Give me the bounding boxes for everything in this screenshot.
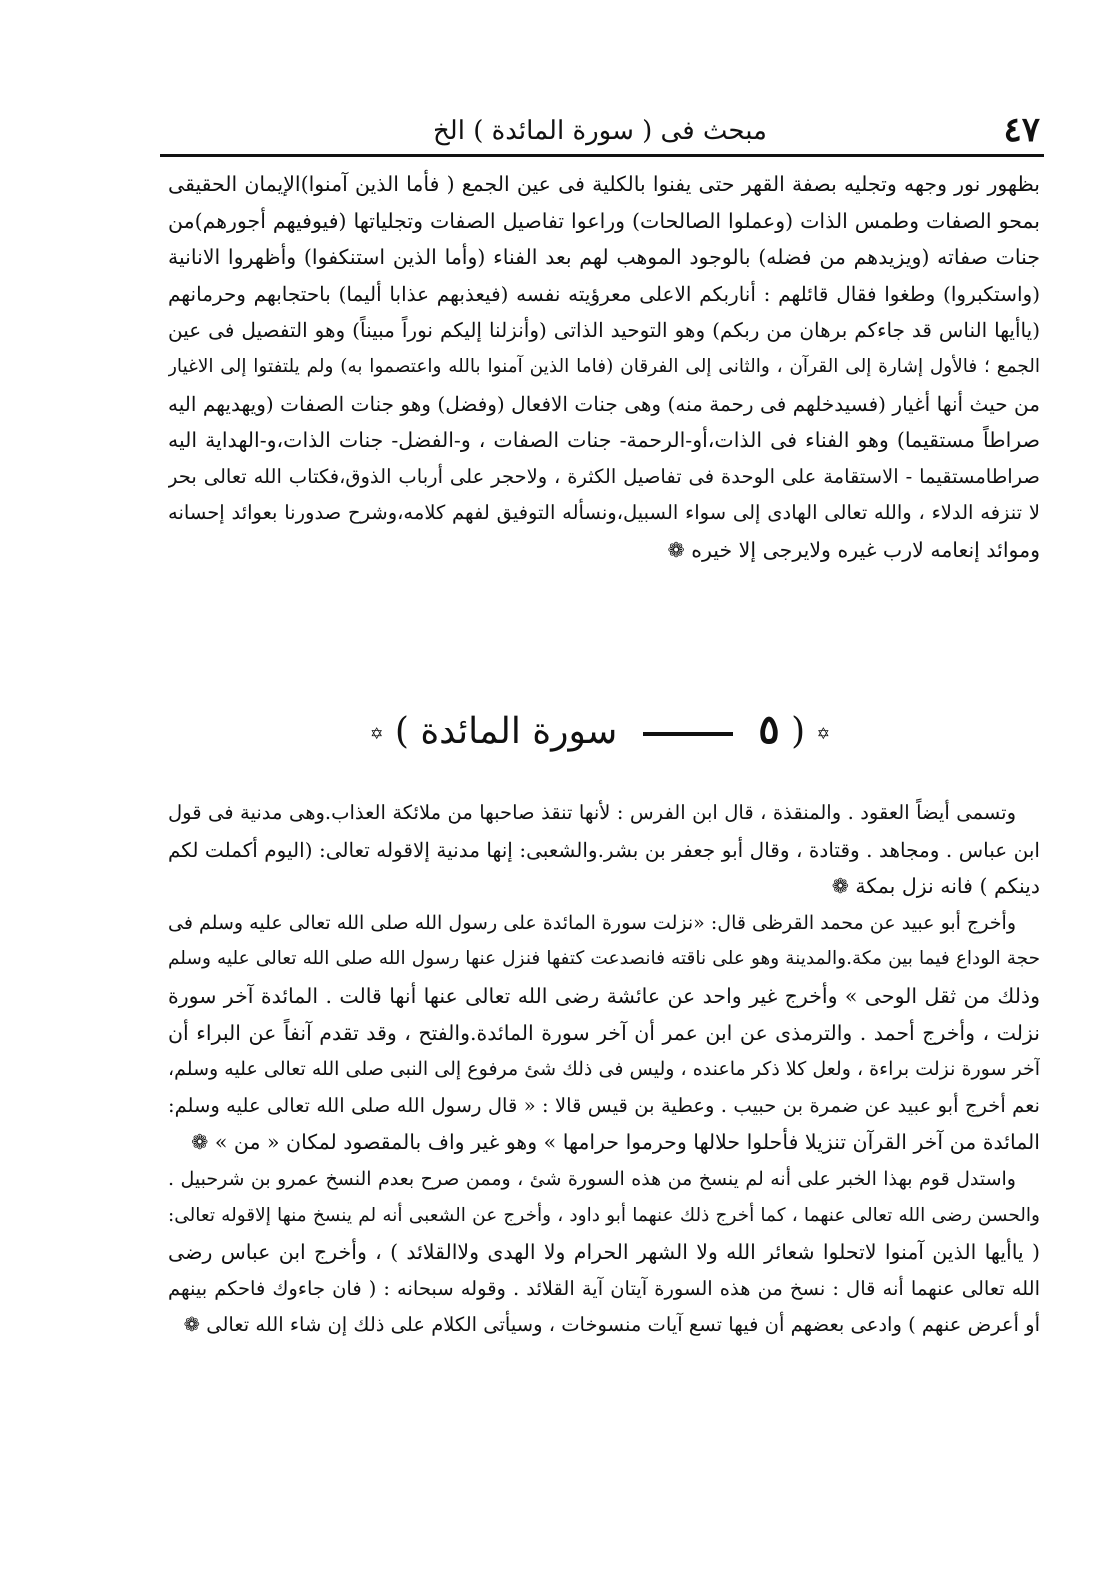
text-line: صراطاً مستقيما) وهو الفناء فى الذات،أو-الرحمة- جنات الصفات ، و-الفضل- جنات الذات،و-الهداية اليه bbox=[168, 428, 1040, 453]
text-line: واستدل قوم بهذا الخبر على أنه لم ينسخ من هذه السورة شئ ، وممن صرح بعدم النسخ عمرو بن شرحبيل . bbox=[168, 1167, 1016, 1190]
text-line: آخر سورة نزلت براءة ، ولعل كلا ذكر ماعنده ، وليس فى ذلك شئ مرفوع إلى النبى صلى الله تعالى عليه وسلم، bbox=[168, 1058, 1040, 1081]
surah-introduction bbox=[168, 795, 1040, 1344]
text-line: المائدة من آخر القرآن تنزيلا فأحلوا حلالها وحرموا حرامها » وهو غير واف بالمقصود لمكان « من » ❁ bbox=[191, 1130, 1040, 1155]
text-line: بمحو الصفات وطمس الذات (وعملوا الصالحات) وراعوا تفاصيل الصفات وتجلياتها (فيوفيهم أجورهم)من bbox=[168, 208, 1040, 233]
heading-close-paren: ) bbox=[394, 711, 409, 752]
text-line: جنات صفاته (ويزيدهم من فضله) بالوجود الموهب لهم بعد الفناء (وأما الذين استنكفوا) وأظهروا الانانية bbox=[168, 245, 1040, 270]
text-line: ابن عباس . ومجاهد . وقتادة ، وقال أبو جعفر بن بشر.والشعبى: إنها مدنية إلاقوله تعالى: (اليوم أكملت لكم bbox=[168, 837, 1040, 862]
text-line: حجة الوداع فيما بين مكة.والمدينة وهو على ناقته فانصدعت كتفها فنزل عنها رسول الله صلى الله تعالى عليه وسلم bbox=[168, 948, 1040, 970]
text-line: وذلك من ثقل الوحى » وأخرج غير واحد عن عائشة رضى الله تعالى عنها أنها قالت . المائدة آخر سورة bbox=[168, 983, 1040, 1008]
commentary-paragraph bbox=[168, 166, 1040, 569]
text-line: وتسمى أيضاً العقود . والمنقذة ، قال ابن الفرس : لأنها تنقذ صاحبها من ملائكة العذاب.وهى مدنية فى قول bbox=[168, 801, 1016, 824]
running-title: مبحث فى ( سورة المائدة ) الخ bbox=[433, 116, 767, 146]
surah-number: ٥ bbox=[758, 706, 780, 753]
heading-open-paren: ( bbox=[791, 711, 806, 752]
text-line: صراطامستقيما - الاستقامة على الوحدة فى تفاصيل الكثرة ، ولاحجر على أرباب الذوق،فكتاب الله تعالى بحر bbox=[168, 464, 1040, 488]
star-ornament-icon: ✡ bbox=[369, 724, 384, 743]
header-rule bbox=[160, 154, 1044, 157]
text-line: (ياأيها الناس قد جاءكم برهان من ربكم) وهو التوحيد الذاتى (وأنزلنا إليكم نوراً مبيناً) وهو التفصيل فى عين bbox=[168, 318, 1040, 343]
text-line: الجمع ؛ فالأول إشارة إلى القرآن ، والثانى إلى الفرقان (فاما الذين آمنوا بالله واعتصموا به) ولم يلتفتوا إلى الاغيار bbox=[168, 355, 1040, 377]
running-header bbox=[160, 110, 1040, 156]
text-line: أو أعرض عنهم ) وادعى بعضهم أن فيها تسع آيات منسوخات ، وسيأتى الكلام على ذلك إن شاء الله تعالى ❁ bbox=[183, 1313, 1040, 1337]
star-ornament-icon: ✡ bbox=[816, 724, 831, 743]
text-line: والحسن رضى الله تعالى عنهما ، كما أخرج ذلك عنهما أبو داود ، وأخرج عن الشعبى أنه لم ينسخ منها إلاقوله تعالى: bbox=[168, 1204, 1040, 1226]
surah-heading bbox=[160, 700, 1040, 760]
text-line: من حيث أنها أغيار (فسيدخلهم فى رحمة منه) وهى جنات الافعال (وفضل) وهو جنات الصفات (ويهديهم اليه bbox=[168, 391, 1040, 416]
text-line: نعم أخرج أبو عبيد عن ضمرة بن حبيب . وعطية بن قيس قالا : « قال رسول الله صلى الله تعالى عليه وسلم: bbox=[168, 1093, 1040, 1117]
page-number: ٤٧ bbox=[1003, 110, 1040, 150]
text-line: (واستكبروا) وطغوا فقال قائلهم : أناربكم الاعلى معرؤيته نفسه (فيعذبهم عذابا أليما) باحتجابهم وحرمانهم bbox=[168, 281, 1040, 306]
heading-dash bbox=[643, 732, 733, 736]
text-line: وموائد إنعامه لارب غيره ولايرجى إلا خيره ❁ bbox=[667, 537, 1040, 562]
text-line: دينكم ) فانه نزل بمكة ❁ bbox=[831, 874, 1040, 899]
surah-name: سورة المائدة bbox=[420, 711, 618, 752]
text-line: لا تنزفه الدلاء ، والله تعالى الهادى إلى سواء السبيل،ونسأله التوفيق لفهم كلامه،وشرح صدورنا بعوائد إحسانه bbox=[168, 501, 1040, 525]
text-line: بظهور نور وجهه وتجليه بصفة القهر حتى يفنوا بالكلية فى عين الجمع ( فأما الذين آمنوا)الإيمان الحقيقى bbox=[168, 172, 1040, 196]
text-line: ( ياأيها الذين آمنوا لاتحلوا شعائر الله ولا الشهر الحرام ولا الهدى ولاالقلائد ) ، وأخرج ابن عباس رضى bbox=[168, 1240, 1040, 1265]
text-line: وأخرج أبو عبيد عن محمد القرظى قال: «نزلت سورة المائدة على رسول الله صلى الله تعالى عليه وسلم فى bbox=[168, 911, 1016, 934]
text-line: نزلت ، وأخرج أحمد . والترمذى عن ابن عمر أن آخر سورة المائدة.والفتح ، وقد تقدم آنفاً عن البراء أن bbox=[168, 1020, 1040, 1045]
text-line: الله تعالى عنهما أنه قال : نسخ من هذه السورة آيتان آية القلائد . وقوله سبحانه : ( فان جاءوك فاحكم بينهم bbox=[168, 1276, 1040, 1300]
